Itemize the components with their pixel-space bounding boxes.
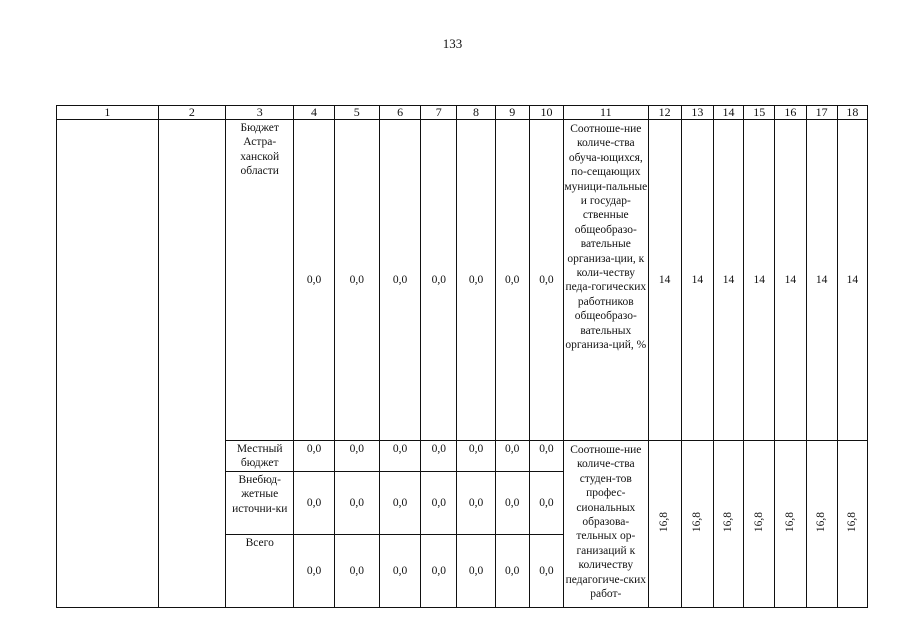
header-row [57,106,868,120]
value-cell: 0,0 [529,534,563,607]
rotated-value: 16,8 [784,511,797,532]
value-cell: 0,0 [457,471,495,534]
header-cell: 7 [421,106,457,120]
value-cell: 0,0 [495,534,529,607]
header-cell: 12 [648,106,681,120]
value-cell: 0,0 [379,441,420,472]
indicator-value-cell [837,441,867,608]
value-cell: 0,0 [529,120,563,441]
funding-source-cell: Местный бюджет [226,441,294,472]
rotated-value: 16,8 [691,511,704,532]
value-cell: 0,0 [334,120,379,441]
indicator-value-cell: 14 [806,120,837,441]
indicator-value-cell [648,441,681,608]
value-cell: 0,0 [334,471,379,534]
header-cell: 3 [226,106,294,120]
header-cell: 14 [713,106,743,120]
header-cell: 13 [681,106,713,120]
indicator-value-cell: 14 [681,120,713,441]
value-cell: 0,0 [379,120,420,441]
value-cell: 0,0 [495,471,529,534]
value-cell: 0,0 [457,534,495,607]
rotated-value: 16,8 [815,511,828,532]
header-cell: 1 [57,106,159,120]
header-cell: 17 [806,106,837,120]
value-cell: 0,0 [334,441,379,472]
funding-source-cell: Бюджет Астра-ханской области [226,120,294,441]
indicator-value-cell: 14 [775,120,806,441]
data-table [56,105,868,608]
value-cell: 0,0 [421,441,457,472]
value-cell: 0,0 [421,120,457,441]
indicator-value-cell: 14 [713,120,743,441]
indicator-value-cell [806,441,837,608]
indicator-value-cell: 14 [744,120,775,441]
value-cell: 0,0 [495,120,529,441]
header-cell: 2 [158,106,225,120]
rotated-value: 16,8 [658,511,671,532]
value-cell: 0,0 [294,534,334,607]
value-cell: 0,0 [457,120,495,441]
rotated-value: 16,8 [846,511,859,532]
indicator-value-cell [681,441,713,608]
indicator-value-cell: 14 [648,120,681,441]
header-cell: 8 [457,106,495,120]
value-cell: 0,0 [457,441,495,472]
header-cell: 18 [837,106,867,120]
page-number: 133 [442,36,463,51]
table-row [57,120,868,441]
indicator-value-cell [775,441,806,608]
value-cell: 0,0 [379,534,420,607]
header-cell: 15 [744,106,775,120]
value-cell: 0,0 [379,471,420,534]
funding-source-cell: Всего [226,534,294,607]
header-cell: 4 [294,106,334,120]
header-cell: 9 [495,106,529,120]
empty-cell [158,120,225,608]
funding-source-cell: Внебюд-жетные источни-ки [226,471,294,534]
rotated-value: 16,8 [722,511,735,532]
indicator-value-cell: 14 [837,120,867,441]
indicator-value-cell [713,441,743,608]
header-cell: 5 [334,106,379,120]
value-cell: 0,0 [421,471,457,534]
header-cell: 6 [379,106,420,120]
header-cell: 10 [529,106,563,120]
value-cell: 0,0 [294,120,334,441]
value-cell: 0,0 [529,471,563,534]
empty-cell [57,120,159,608]
rotated-value: 16,8 [753,511,766,532]
value-cell: 0,0 [334,534,379,607]
indicator-description-cell: Соотноше-ние количе-ства обуча-ющихся, по-сещающих муници-пальные и государ-ственные общеобразо-вательные организа-ции, к коли-честву педа-гогических работников общеобразо-вательных организа-ций, % [564,120,649,441]
value-cell: 0,0 [495,441,529,472]
value-cell: 0,0 [529,441,563,472]
indicator-description-cell: Соотноше-ние количе-ства студен-тов профес-сиональных образова-тельных ор-ганизаций к количеству педагогиче-ских работ- [564,441,649,608]
value-cell: 0,0 [294,471,334,534]
value-cell: 0,0 [421,534,457,607]
header-cell: 16 [775,106,806,120]
value-cell: 0,0 [294,441,334,472]
indicator-value-cell [744,441,775,608]
header-cell: 11 [564,106,649,120]
